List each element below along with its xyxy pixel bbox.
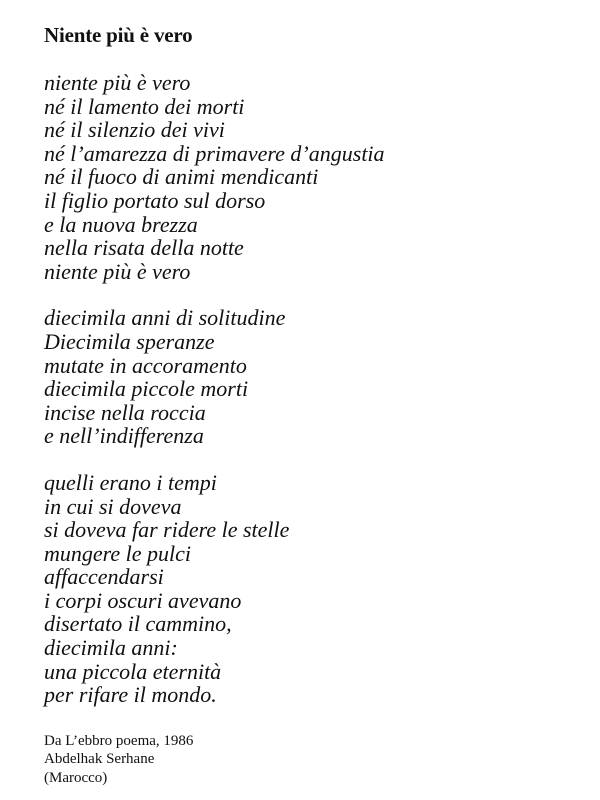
source-attribution	[44, 732, 584, 788]
verse-line: incise nella roccia	[44, 399, 206, 425]
verse-line: né l’amarezza di primavere d’angustia	[44, 140, 385, 166]
verse-line: nella risata della notte	[44, 235, 244, 261]
verse-line: affaccendarsi	[44, 564, 164, 590]
verse-line: né il fuoco di animi mendicanti	[44, 164, 319, 190]
verse-line: il figlio portato sul dorso	[44, 187, 266, 213]
verse-line: una piccola eternità	[44, 658, 222, 684]
verse-line: né il lamento dei morti	[44, 93, 245, 119]
verse-line: Diecimila speranze	[44, 328, 215, 354]
stanza-3	[44, 471, 584, 707]
poem-page	[44, 20, 584, 787]
verse-line: i corpi oscuri avevano	[44, 587, 242, 613]
verse-line: diecimila piccole morti	[44, 376, 249, 402]
verse-line: diecimila anni di solitudine	[44, 305, 286, 331]
stanza-2	[44, 306, 584, 448]
poem-title: Niente più è vero	[44, 23, 193, 47]
verse-line: mungere le pulci	[44, 540, 192, 566]
source-country: (Marocco)	[44, 769, 108, 786]
stanza-1	[44, 71, 584, 283]
verse-line: quelli erano i tempi	[44, 469, 217, 495]
verse-line: per rifare il mondo.	[44, 682, 217, 708]
verse-line: si doveva far ridere le stelle	[44, 517, 290, 543]
verse-line: in cui si doveva	[44, 493, 182, 519]
verse-line: e la nuova brezza	[44, 211, 198, 237]
source-author: Abdelhak Serhane	[44, 751, 155, 768]
source-book: Da L’ebbro poema, 1986	[44, 732, 194, 749]
verse-line: diecimila anni:	[44, 635, 178, 661]
verse-line: e nell’indifferenza	[44, 423, 204, 449]
verse-line: né il silenzio dei vivi	[44, 117, 225, 143]
verse-line: niente più è vero	[44, 70, 191, 95]
verse-line: disertato il cammino,	[44, 611, 232, 637]
verse-line: niente più è vero	[44, 258, 191, 284]
verse-line: mutate in accoramento	[44, 352, 247, 378]
